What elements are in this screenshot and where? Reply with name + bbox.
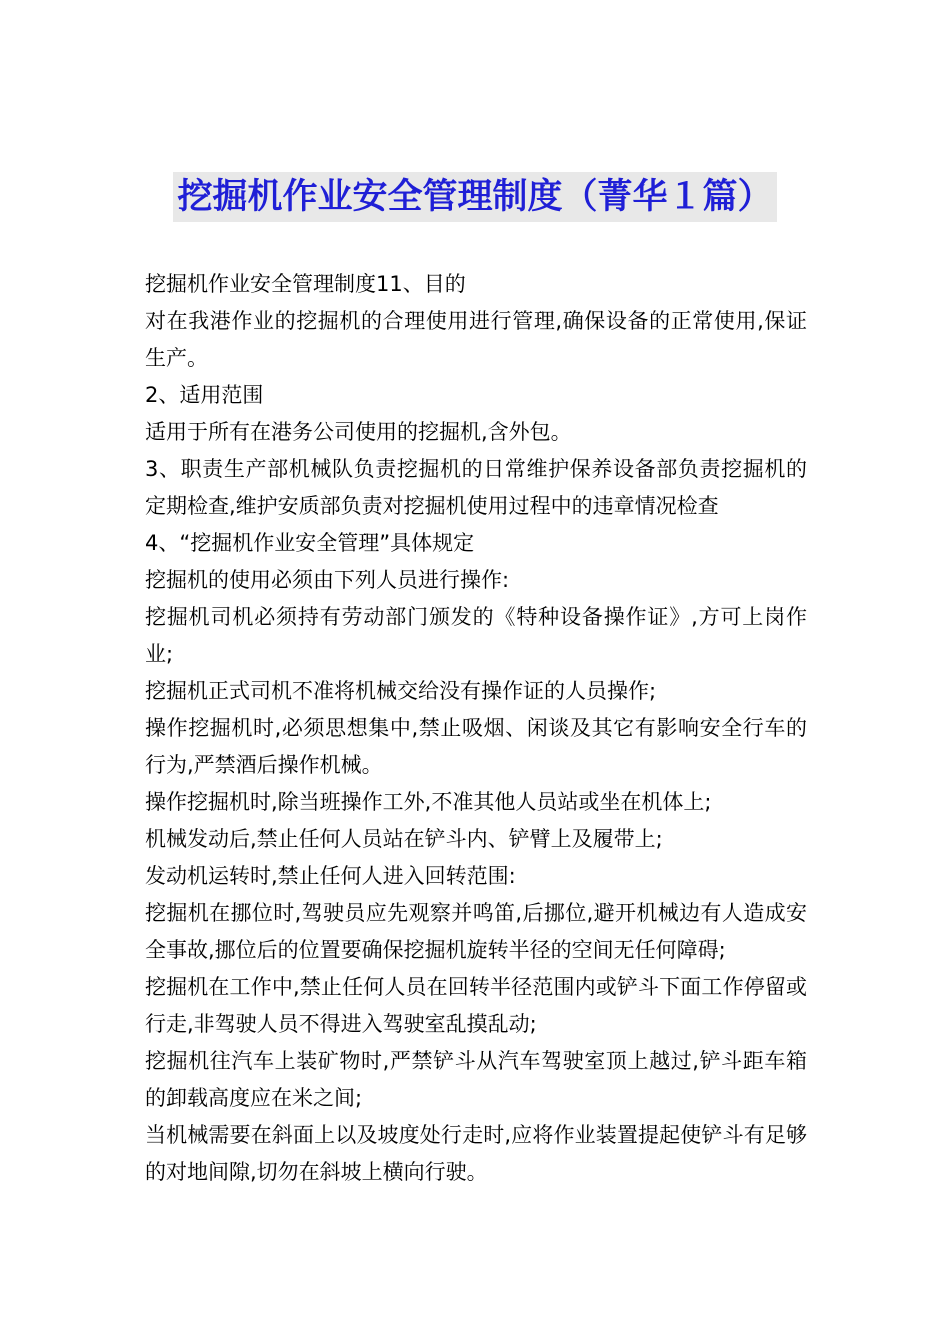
paragraph: 挖掘机正式司机不准将机械交给没有操作证的人员操作; [145,679,657,703]
paragraph: 挖掘机的使用必须由下列人员进行操作: [145,568,510,592]
paragraph: 2、适用范围 [145,383,264,407]
paragraph: 当机械需要在斜面上以及坡度处行走时,应将作业装置提起使铲斗有足够的对地间隙,切勿在斜坡上横向行驶。 [145,1123,807,1184]
document-body [145,266,807,1191]
paragraph: 挖掘机作业安全管理制度11、目的 [145,272,466,296]
paragraph: 挖掘机在挪位时,驾驶员应先观察并鸣笛,后挪位,避开机械边有人造成安全事故,挪位后的位置要确保挖掘机旋转半径的空间无任何障碍; [145,901,807,962]
paragraph: 挖掘机往汽车上装矿物时,严禁铲斗从汽车驾驶室顶上越过,铲斗距车箱的卸载高度应在米之间; [145,1049,807,1110]
paragraph: 3、职责生产部机械队负责挖掘机的日常维护保养设备部负责挖掘机的定期检查,维护安质部负责对挖掘机使用过程中的违章情况检查 [145,457,807,518]
paragraph: 操作挖掘机时,必须思想集中,禁止吸烟、闲谈及其它有影响安全行车的行为,严禁酒后操作机械。 [145,716,807,777]
paragraph: 挖掘机司机必须持有劳动部门颁发的《特种设备操作证》,方可上岗作业; [145,605,807,666]
paragraph: 发动机运转时,禁止任何人进入回转范围: [145,864,516,888]
document-title: 挖掘机作业安全管理制度（菁华１篇） [173,172,776,222]
paragraph: 操作挖掘机时,除当班操作工外,不准其他人员站或坐在机体上; [145,790,712,814]
title-container [0,172,950,222]
paragraph: 对在我港作业的挖掘机的合理使用进行管理,确保设备的正常使用,保证生产。 [145,309,807,370]
paragraph: 挖掘机在工作中,禁止任何人员在回转半径范围内或铲斗下面工作停留或行走,非驾驶人员不得进入驾驶室乱摸乱动; [145,975,807,1036]
paragraph: 4、“挖掘机作业安全管理”具体规定 [145,531,475,555]
paragraph: 适用于所有在港务公司使用的挖掘机,含外包。 [145,420,572,444]
paragraph: 机械发动后,禁止任何人员站在铲斗内、铲臂上及履带上; [145,827,663,851]
